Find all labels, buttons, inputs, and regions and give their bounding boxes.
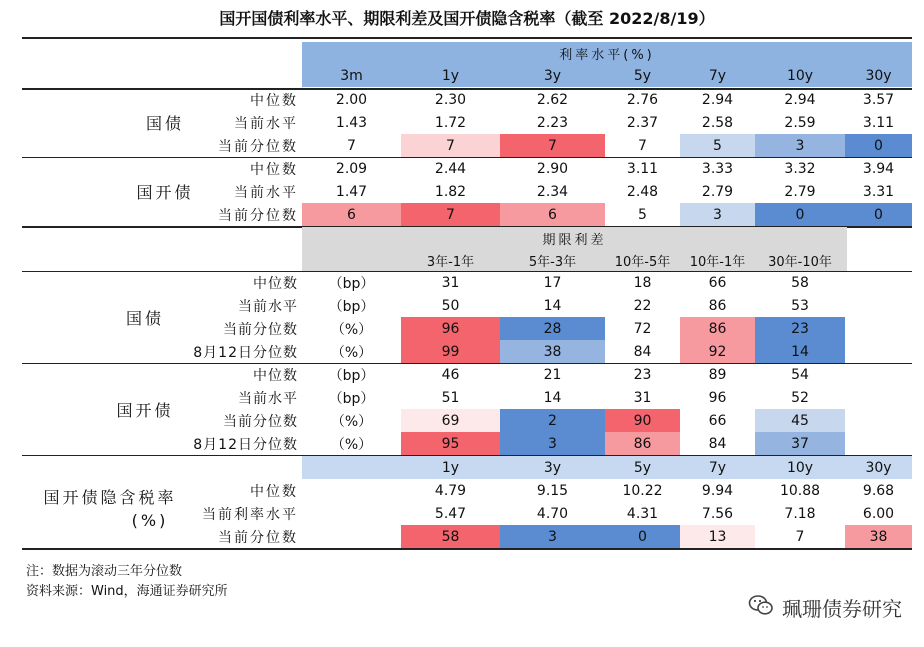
data-cell: 38 — [845, 525, 912, 548]
data-cell: 7 — [500, 134, 605, 157]
data-cell: 4.79 — [434, 482, 467, 499]
unit-label: （%） — [330, 436, 373, 453]
data-cell: 2 — [500, 409, 605, 432]
row-group-label: 国开债 — [136, 183, 194, 202]
row-label: 当前分位数 — [218, 138, 298, 155]
data-cell: 14 — [543, 297, 562, 314]
data-cell: 6.00 — [862, 505, 895, 522]
column-header: 1y — [441, 459, 460, 476]
data-cell: 2.79 — [701, 183, 734, 200]
row-label: 中位数 — [253, 275, 298, 292]
column-header: 1y — [441, 67, 460, 84]
data-cell: 23 — [633, 366, 652, 383]
data-cell: 37 — [755, 432, 845, 455]
column-header: 10y — [786, 459, 814, 476]
data-cell: 1.43 — [335, 114, 368, 131]
data-cell: 1.47 — [335, 183, 368, 200]
data-cell: 4.31 — [626, 505, 659, 522]
data-cell: 46 — [441, 366, 460, 383]
note-text: 注：数据为滚动三年分位数 — [26, 564, 183, 579]
column-header: 10y — [786, 67, 814, 84]
column-header: 5y — [633, 67, 652, 84]
data-cell: 9.68 — [862, 482, 895, 499]
column-header: 3m — [340, 67, 363, 84]
data-cell: 89 — [708, 366, 727, 383]
data-cell: 0 — [845, 134, 912, 157]
data-cell: 72 — [605, 317, 680, 340]
data-cell: 28 — [500, 317, 605, 340]
data-cell: 7.18 — [784, 505, 816, 522]
data-cell: 58 — [401, 525, 500, 548]
data-cell: 7 — [605, 134, 680, 157]
data-cell: 66 — [680, 409, 755, 432]
data-cell: 50 — [441, 297, 460, 314]
data-cell: 5.47 — [434, 505, 467, 522]
data-cell: 23 — [755, 317, 845, 340]
column-header: 5年-3年 — [528, 254, 577, 270]
data-cell: 5 — [605, 203, 680, 226]
data-cell: 2.94 — [701, 91, 734, 108]
column-header: 5y — [633, 459, 652, 476]
data-cell: 9.94 — [701, 482, 734, 499]
watermark — [748, 592, 902, 622]
row-label: 中位数 — [250, 92, 298, 109]
data-cell: 52 — [791, 389, 809, 406]
data-cell: 3.57 — [862, 91, 895, 108]
data-cell: 2.48 — [626, 183, 659, 200]
row-group-label-unit: (%) — [131, 510, 169, 530]
data-cell: 6 — [500, 203, 605, 226]
unit-label: （%） — [330, 321, 373, 338]
unit-label: （%） — [330, 413, 373, 430]
row-label: 中位数 — [250, 161, 298, 178]
source-text: 资料来源：Wind，海通证券研究所 — [26, 584, 228, 599]
row-label: 中位数 — [250, 483, 298, 500]
rule-line — [22, 37, 912, 39]
unit-label: （bp） — [328, 367, 375, 384]
data-cell: 2.23 — [536, 114, 569, 131]
data-cell: 0 — [755, 203, 845, 226]
data-cell: 54 — [791, 366, 809, 383]
row-label: 当前利率水平 — [202, 506, 298, 523]
data-cell: 10.88 — [779, 482, 821, 499]
section-header: 利率水平(%) — [559, 47, 655, 63]
column-header: 10年-1年 — [689, 254, 746, 270]
column-header: 3y — [543, 67, 562, 84]
data-cell: 3.33 — [701, 160, 734, 177]
data-cell: 69 — [401, 409, 500, 432]
data-cell: 84 — [680, 432, 755, 455]
data-cell: 31 — [633, 389, 652, 406]
column-header: 30y — [865, 459, 892, 476]
data-cell: 7 — [755, 525, 845, 548]
data-cell: 31 — [441, 274, 460, 291]
row-label: 当前分位数 — [223, 413, 298, 430]
column-header: 30年-10年 — [768, 254, 832, 270]
data-cell: 7 — [401, 134, 500, 157]
data-cell: 22 — [633, 297, 652, 314]
data-cell: 2.44 — [434, 160, 467, 177]
row-label: 当前分位数 — [218, 207, 298, 224]
row-group-label: 国债 — [145, 114, 184, 133]
data-cell: 3.11 — [626, 160, 659, 177]
data-cell: 7 — [401, 203, 500, 226]
row-label: 当前水平 — [238, 390, 298, 407]
data-cell: 14 — [755, 340, 845, 363]
data-cell: 2.00 — [335, 91, 368, 108]
data-cell: 2.34 — [536, 183, 569, 200]
row-label: 中位数 — [253, 367, 298, 384]
row-group-label: 国开债 — [116, 400, 174, 420]
row-label: 当前水平 — [234, 184, 298, 201]
data-cell: 3.11 — [862, 114, 895, 131]
data-cell: 3.32 — [784, 160, 816, 177]
data-cell: 53 — [791, 297, 809, 314]
unit-label: （%） — [330, 344, 373, 361]
column-header: 10年-5年 — [614, 254, 671, 270]
data-cell: 2.62 — [536, 91, 569, 108]
data-cell: 0 — [605, 525, 680, 548]
unit-label: （bp） — [328, 298, 375, 315]
data-cell: 90 — [605, 409, 680, 432]
data-cell: 6 — [302, 203, 401, 226]
data-cell: 3.94 — [862, 160, 895, 177]
row-label: 8月12日分位数 — [193, 436, 298, 453]
data-cell: 92 — [680, 340, 755, 363]
wechat-icon — [748, 594, 782, 621]
data-cell: 1.72 — [434, 114, 467, 131]
data-cell: 3 — [680, 203, 755, 226]
column-header: 7y — [708, 459, 727, 476]
row-group-label: 国开债隐含税率 — [43, 487, 177, 507]
data-cell: 2.30 — [434, 91, 467, 108]
row-label: 当前分位数 — [223, 321, 298, 338]
data-cell: 3 — [755, 134, 845, 157]
unit-label: （bp） — [328, 390, 375, 407]
data-cell: 99 — [401, 340, 500, 363]
page-title: 国开国债利率水平、期限利差及国开债隐含税率（截至 2022/8/19） — [219, 9, 715, 28]
data-cell: 9.15 — [536, 482, 569, 499]
data-cell: 86 — [605, 432, 680, 455]
row-label: 当前分位数 — [218, 529, 298, 546]
data-cell: 96 — [401, 317, 500, 340]
data-cell: 95 — [401, 432, 500, 455]
data-cell: 14 — [543, 389, 562, 406]
data-cell: 2.94 — [784, 91, 816, 108]
data-cell: 86 — [708, 297, 727, 314]
data-cell: 2.58 — [701, 114, 734, 131]
data-cell: 18 — [633, 274, 652, 291]
data-cell: 96 — [708, 389, 727, 406]
data-cell: 21 — [543, 366, 562, 383]
row-label: 当前水平 — [234, 115, 298, 132]
data-cell: 2.90 — [536, 160, 569, 177]
data-cell: 3 — [500, 525, 605, 548]
data-cell: 38 — [500, 340, 605, 363]
rule-line — [22, 548, 912, 550]
data-cell: 13 — [680, 525, 755, 548]
watermark-text: 珮珊债券研究 — [782, 596, 902, 621]
data-cell: 2.76 — [626, 91, 659, 108]
data-cell: 86 — [680, 317, 755, 340]
row-label: 8月12日分位数 — [193, 344, 298, 361]
row-group-label: 国债 — [125, 308, 164, 328]
data-cell: 0 — [845, 203, 912, 226]
column-header: 3y — [543, 459, 562, 476]
data-cell: 66 — [708, 274, 727, 291]
data-cell: 5 — [680, 134, 755, 157]
data-cell: 3.31 — [862, 183, 895, 200]
data-cell: 2.79 — [784, 183, 816, 200]
row-label: 当前水平 — [238, 298, 298, 315]
column-header: 3年-1年 — [426, 254, 475, 270]
column-header: 30y — [865, 67, 892, 84]
unit-label: （bp） — [328, 275, 375, 292]
data-cell: 7 — [302, 134, 401, 157]
data-cell: 3 — [500, 432, 605, 455]
data-cell: 4.70 — [536, 505, 569, 522]
data-cell: 2.09 — [335, 160, 368, 177]
section-header: 期限利差 — [542, 232, 607, 248]
data-cell: 2.59 — [784, 114, 816, 131]
column-header: 7y — [708, 67, 727, 84]
data-cell: 45 — [755, 409, 845, 432]
data-cell: 51 — [441, 389, 460, 406]
data-cell: 7.56 — [701, 505, 734, 522]
data-cell: 84 — [605, 340, 680, 363]
data-cell: 10.22 — [622, 482, 663, 499]
data-cell: 1.82 — [434, 183, 467, 200]
data-cell: 2.37 — [626, 114, 659, 131]
data-cell: 17 — [543, 274, 562, 291]
data-cell: 58 — [791, 274, 809, 291]
